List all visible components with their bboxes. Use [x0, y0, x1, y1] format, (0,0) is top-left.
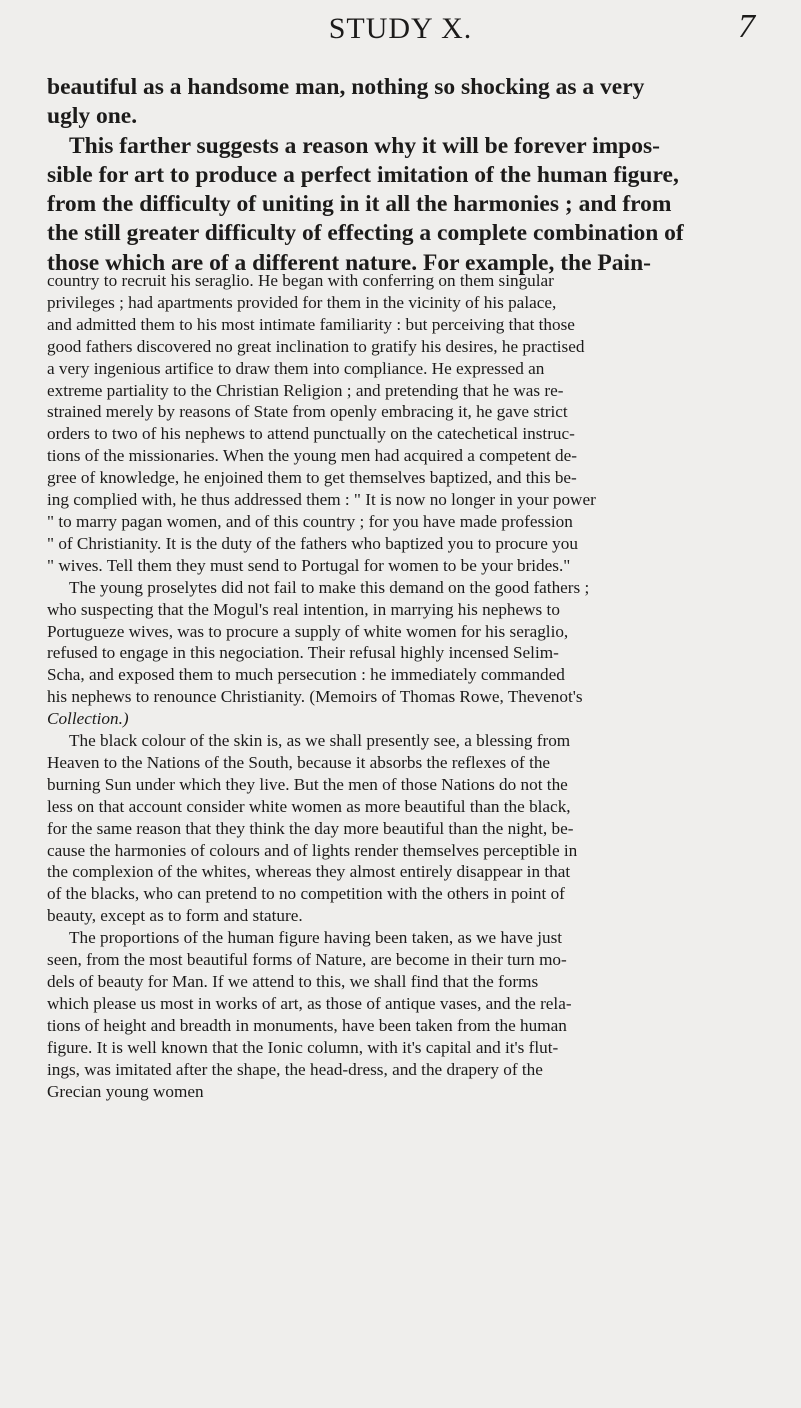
note-text-line: orders to two of his nephews to attend punctually on the catechetical instruc-	[47, 424, 575, 444]
note-text-line: privileges ; had apartments provided for them in the vicinity of his palace,	[47, 292, 557, 312]
main-text-block	[47, 73, 755, 278]
note-text-line: who suspecting that the Mogul's real intention, in marrying his nephews to	[47, 599, 560, 619]
note-text-line: seen, from the most beautiful forms of Nature, are become in their turn mo-	[47, 950, 567, 970]
page-number: 7	[738, 8, 755, 45]
note-text-line: of the blacks, who can pretend to no competition with the others in point of	[47, 884, 565, 904]
note-text-line: the complexion of the whites, whereas they almost entirely disappear in that	[47, 862, 571, 882]
running-title: STUDY X.	[328, 12, 473, 45]
note-text-line: for the same reason that they think the day more beautiful than the night, be-	[47, 818, 574, 838]
note-text-line: tions of the missionaries. When the young men had acquired a competent de-	[47, 446, 577, 466]
main-text-line: sible for art to produce a perfect imitation of the human figure,	[47, 161, 679, 188]
note-text-line: Heaven to the Nations of the South, because it absorbs the reflexes of the	[47, 752, 551, 772]
note-text-line: and admitted them to his most intimate familiarity : but perceiving that those	[47, 314, 575, 334]
main-text-line: the still greater difficulty of effecting a complete combination of	[47, 220, 684, 247]
note-text-line: tions of height and breadth in monuments, have been taken from the human	[47, 1015, 567, 1035]
note-text-line: The proportions of the human figure having been taken, as we have just	[69, 928, 563, 948]
note-text-line: Collection.)	[47, 709, 129, 729]
note-text-line: The black colour of the skin is, as we shall presently see, a blessing from	[69, 731, 571, 751]
note-text-line: " of Christianity. It is the duty of the fathers who baptized you to procure you	[47, 533, 578, 553]
note-text-line: his nephews to renounce Christianity. (Memoirs of Thomas Rowe, Thevenot's	[47, 687, 583, 707]
note-text-line: dels of beauty for Man. If we attend to this, we shall find that the forms	[47, 972, 539, 991]
note-text-line: strained merely by reasons of State from openly embracing it, he gave strict	[47, 402, 568, 422]
note-text-line: ings, was imitated after the shape, the head-dress, and the drapery of the	[47, 1059, 543, 1079]
main-text-line: those which are of a different nature. For example, the Pain-	[47, 249, 651, 276]
note-text-line: burning Sun under which they live. But the men of those Nations do not the	[47, 774, 568, 794]
note-text-line: which please us most in works of art, as those of antique vases, and the rela-	[47, 993, 572, 1013]
note-text-line: less on that account consider white women as more beautiful than the black,	[47, 796, 571, 816]
note-text-line: " to marry pagan women, and of this country ; for you have made profession	[47, 511, 573, 531]
note-text-line: Grecian young women	[47, 1081, 204, 1101]
note-text-line: good fathers discovered no great inclination to gratify his desires, he practised	[47, 336, 585, 356]
note-text-line: extreme partiality to the Christian Religion ; and pretending that he was re-	[47, 380, 564, 400]
note-text-block	[47, 270, 775, 1102]
note-text-line: The young proselytes did not fail to make this demand on the good fathers ;	[69, 577, 590, 597]
note-text-line: a very ingenious artifice to draw them into compliance. He expressed an	[47, 358, 545, 378]
main-text-line: ugly one.	[47, 103, 138, 130]
main-text-line: This farther suggests a reason why it will be forever impos-	[69, 132, 660, 159]
note-text-line: " wives. Tell them they must send to Portugal for women to be your brides."	[47, 555, 571, 575]
note-text-line: Scha, and exposed them to much persecution : he immediately commanded	[47, 665, 565, 685]
note-text-line: refused to engage in this negociation. Their refusal highly incensed Selim-	[47, 643, 559, 663]
main-text-line: from the difficulty of uniting in it all the harmonies ; and from	[47, 191, 672, 218]
note-text-line: beauty, except as to form and stature.	[47, 906, 303, 926]
note-text-line: Portugueze wives, was to procure a supply of white women for his seraglio,	[47, 621, 569, 641]
note-text-line: cause the harmonies of colours and of lights render themselves perceptible in	[47, 840, 578, 860]
note-text-line: country to recruit his seraglio. He began with conferring on them singular	[47, 271, 554, 290]
main-text-line: beautiful as a handsome man, nothing so shocking as a very	[47, 74, 645, 100]
note-text-line: figure. It is well known that the Ionic column, with it's capital and it's flut-	[47, 1037, 559, 1057]
note-text-line: gree of knowledge, he enjoined them to get themselves baptized, and this be-	[47, 468, 577, 488]
note-text-line: ing complied with, he thus addressed them : " It is now no longer in your power	[47, 490, 596, 510]
